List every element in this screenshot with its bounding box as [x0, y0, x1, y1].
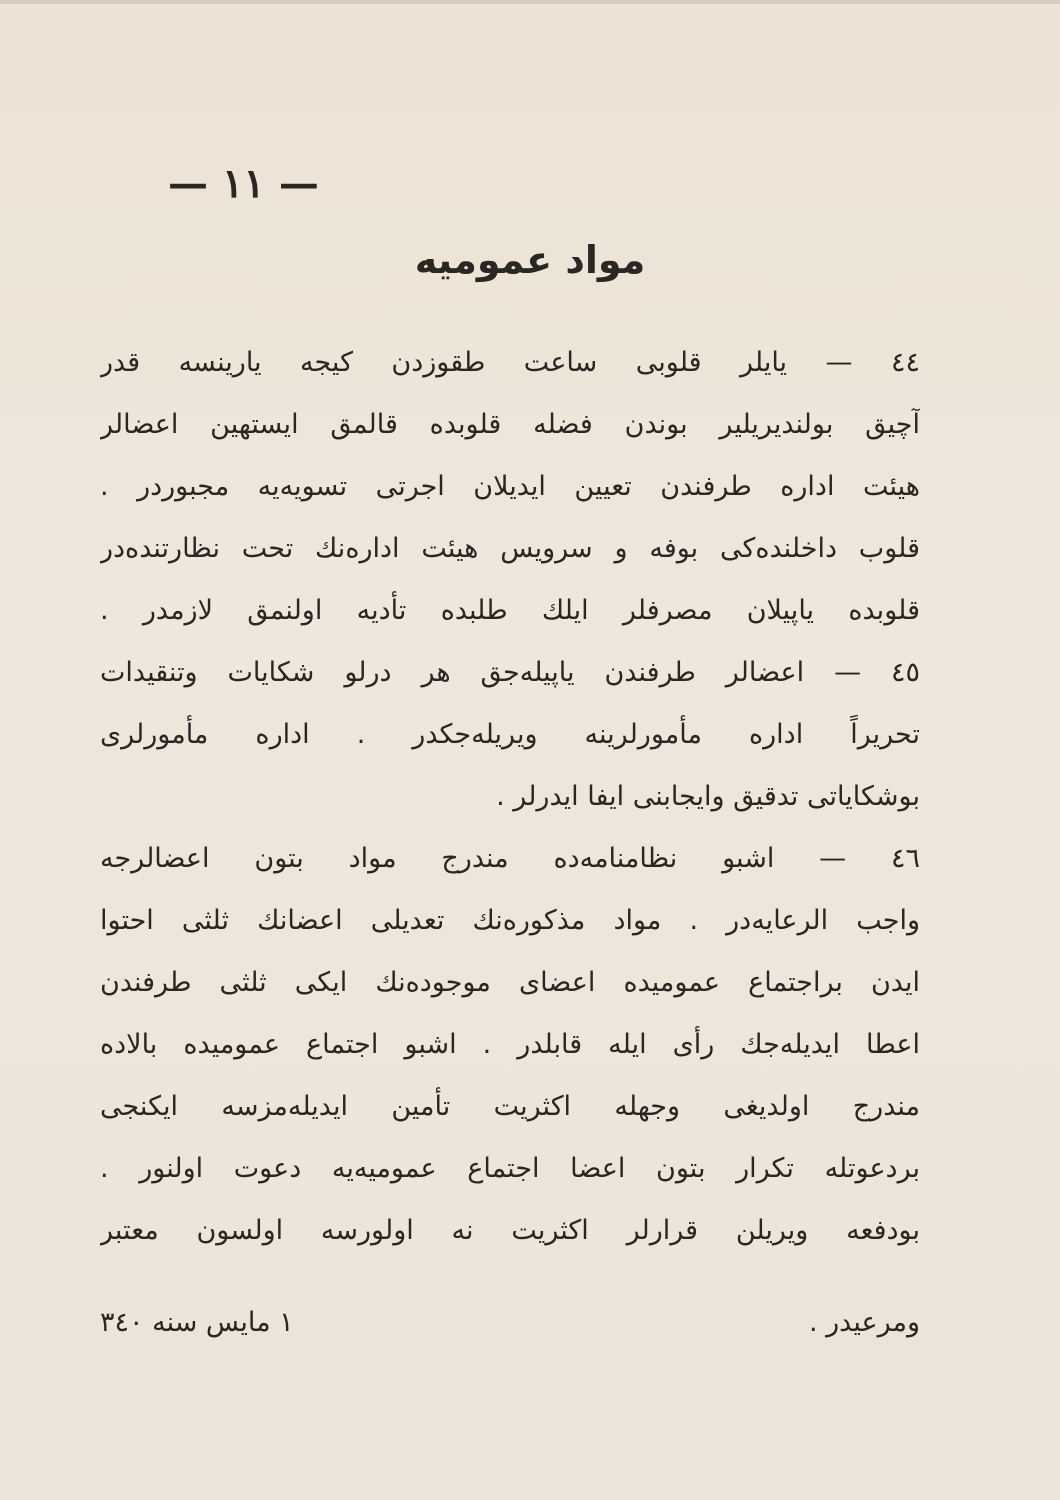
text-line: هيئت اداره طرفندن تعيين ايديلان اجرتی تسويه‌يه مجبوردر .: [100, 471, 920, 502]
text-line: قلوبده ياپيلان مصرفلر ايلك طلبده تأديه اولنمق لازمدر .: [100, 595, 920, 626]
text-line: مندرج اولديغی وجهله اكثريت تأمين ايديله‌مزسه ايكنجی: [100, 1091, 920, 1122]
text-line: واجب الرعايه‌در . مواد مذكوره‌نك تعديلی اعضانك ثلثی احتوا: [100, 905, 920, 936]
text-line: ٤٥ — اعضالر طرفندن ياپيله‌جق هر درلو شكايات وتنقيدات: [100, 657, 920, 688]
text-line: بودفعه ويريلن قرارلر اكثريت نه اولورسه اولسون معتبر: [100, 1215, 920, 1246]
section-heading: مواد عموميه: [414, 238, 646, 282]
body-text: [100, 332, 920, 1262]
text-line: قلوب داخلنده‌كی بوفه و سرويس هيئت اداره‌نك تحت نظارتنده‌در: [100, 533, 920, 564]
text-line: ٤٦ — اشبو نظامنامه‌ده مندرج مواد بتون اعضالرجه: [100, 843, 920, 874]
page-top-edge: [0, 0, 1060, 4]
text-line: ايدن براجتماع عموميده اعضای موجوده‌نك ايكی ثلثی طرفندن: [100, 967, 920, 998]
text-line: ٤٤ — يايلر قلوبی ساعت طقوزدن كيجه يارينسه قدر: [100, 347, 920, 378]
text-line: اعطا ايديله‌جك رأی ايله قابلدر . اشبو اجتماع عموميده بالاده: [100, 1029, 920, 1060]
text-line: تحريراً اداره مأمورلرينه ويريله‌جكدر . اداره مأمورلری: [100, 719, 920, 750]
text-line: آچيق بولنديريلير بوندن فضله قلوبده قالمق ايستهين اعضالر: [100, 409, 920, 440]
text-line: بردعوتله تكرار بتون اعضا اجتماع عموميه‌يه دعوت اولنور .: [100, 1153, 920, 1184]
date-line: ١ مايس سنه ٣٤٠: [100, 1307, 294, 1338]
closing-row: [100, 1292, 920, 1354]
page-number: — ١١ —: [168, 160, 319, 207]
text-line: بوشكاياتی تدقيق وايجابنی ايفا ايدرلر .: [496, 781, 920, 812]
closing-line: ومرعيدر .: [808, 1307, 920, 1338]
